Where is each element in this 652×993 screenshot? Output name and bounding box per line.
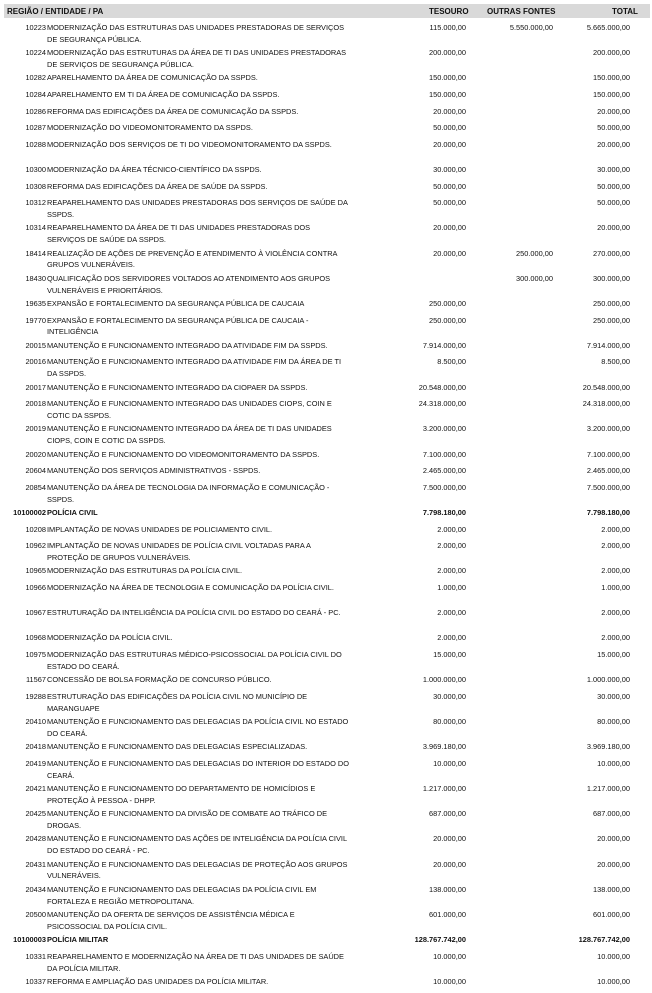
row-code: 10312 — [25, 198, 46, 208]
row-total: 1.217.000,00 — [586, 784, 630, 793]
row-description: MANUTENÇÃO E FUNCIONAMENTO DAS DELEGACIAS DA POLÍCIA CIVIL EM FORTALEZA E REGIÃO METROPOLITANA. — [47, 884, 317, 906]
row-code: 20434 — [25, 884, 46, 894]
row-tesouro: 20.000,00 — [433, 834, 466, 844]
row-tesouro: 50.000,00 — [433, 198, 466, 208]
row-tesouro: 20.000,00 — [433, 223, 466, 233]
row-tesouro: 20.000,00 — [433, 139, 466, 149]
row-total: 2.000,00 — [601, 524, 630, 534]
row-description: MANUTENÇÃO E FUNCIONAMENTO DA DIVISÃO DE COMBATE AO TRÁFICO DE DROGAS. — [47, 809, 328, 830]
row-tesouro: 687.000,00 — [429, 809, 466, 819]
row-total: 2.465.000,00 — [586, 466, 630, 476]
row-tesouro: 2.000,00 — [437, 524, 466, 534]
row-tesouro: 128.767.742,00 — [414, 935, 466, 945]
row-total: 138.000,00 — [593, 884, 630, 894]
row-code: 18430 — [25, 273, 46, 283]
row-code: 20016 — [25, 357, 46, 367]
row-tesouro: 30.000,00 — [433, 165, 466, 174]
row-code: 20017 — [25, 382, 46, 392]
row-description: MODERNIZAÇÃO DAS ESTRUTURAS DA ÁREA DE TI DAS UNIDADES PRESTADORAS DE SERVIÇOS DE SEGURANÇA PÚBLICA. — [47, 48, 347, 69]
row-description: REAPARELHAMENTO E MODERNIZAÇÃO NA ÁREA DE TI DAS UNIDADES DE SAÚDE DA POLÍCIA MILITAR. — [47, 951, 344, 973]
row-tesouro: 7.100.000,00 — [422, 449, 466, 459]
row-tesouro: 2.000,00 — [437, 608, 466, 618]
row-code: 20431 — [25, 859, 46, 869]
header-total: TOTAL — [612, 7, 638, 16]
row-total: 20.000,00 — [597, 139, 630, 149]
row-total: 7.100.000,00 — [586, 449, 630, 459]
row-description: MODERNIZAÇÃO DAS ESTRUTURAS DAS UNIDADES PRESTADORAS DE SERVIÇOS DE SEGURANÇA PÚBLICA. — [47, 23, 345, 44]
row-description: APARELHAMENTO EM TI DA ÁREA DE COMUNICAÇÃO DA SSPDS. — [47, 90, 280, 99]
row-tesouro: 1.000.000,00 — [422, 675, 466, 685]
row-total: 200.000,00 — [593, 48, 630, 58]
row-description: REAPARELHAMENTO DA ÁREA DE TI DAS UNIDADES PRESTADORAS DOS SERVIÇOS DE SAÚDE DA SSPDS. — [47, 223, 311, 245]
row-code: 10967 — [25, 608, 46, 618]
row-description: REFORMA E AMPLIAÇÃO DAS UNIDADES DA POLÍCIA MILITAR. — [47, 977, 269, 986]
row-total: 150.000,00 — [593, 90, 630, 99]
row-code: 10314 — [25, 223, 46, 233]
row-total: 24.318.000,00 — [582, 399, 630, 409]
row-code: 20854 — [25, 482, 46, 492]
row-description: IMPLANTAÇÃO DE NOVAS UNIDADES DE POLÍCIA CIVIL VOLTADAS PARA A PROTEÇÃO DE GRUPOS VULNERÁVEIS. — [47, 541, 311, 562]
row-code: 20418 — [25, 742, 46, 752]
row-code: 10308 — [25, 181, 46, 191]
row-code: 10331 — [25, 951, 46, 961]
row-tesouro: 200.000,00 — [429, 48, 466, 58]
row-code: 10287 — [25, 123, 46, 133]
row-total: 20.000,00 — [597, 106, 630, 116]
row-description: MANUTENÇÃO E FUNCIONAMENTO DAS DELEGACIAS DE PROTEÇÃO AOS GRUPOS VULNERÁVEIS. — [47, 859, 348, 881]
row-tesouro: 150.000,00 — [429, 73, 466, 83]
row-code: 20015 — [25, 340, 46, 350]
row-description: MANUTENÇÃO DOS SERVIÇOS ADMINISTRATIVOS - SSPDS. — [47, 466, 261, 476]
row-code: 10284 — [25, 90, 46, 99]
row-tesouro: 2.000,00 — [437, 541, 466, 551]
row-description: MANUTENÇÃO DA ÁREA DE TECNOLOGIA DA INFORMAÇÃO E COMUNICAÇÃO - SSPDS. — [47, 482, 330, 504]
row-description: MANUTENÇÃO E FUNCIONAMENTO INTEGRADO DA CIOPAER DA SSPDS. — [47, 382, 308, 392]
row-total: 150.000,00 — [593, 73, 630, 83]
row-tesouro: 2.000,00 — [437, 633, 466, 643]
row-description: MODERNIZAÇÃO DA POLÍCIA CIVIL. — [47, 633, 173, 643]
row-total: 250.000,00 — [593, 299, 630, 308]
row-total: 2.000,00 — [601, 608, 630, 618]
row-total: 128.767.742,00 — [578, 935, 630, 945]
row-total: 1.000.000,00 — [586, 675, 630, 685]
row-description: MODERNIZAÇÃO DAS ESTRUTURAS MÉDICO-PSICOSSOCIAL DA POLÍCIA CIVIL DO ESTADO DO CEARÁ. — [47, 650, 342, 671]
row-total: 50.000,00 — [597, 198, 630, 208]
row-code: 20020 — [25, 449, 46, 459]
row-description: MANUTENÇÃO E FUNCIONAMENTO DO DEPARTAMENTO DE HOMICÍDIOS E PROTEÇÃO À PESSOA - DHPP. — [47, 784, 316, 805]
row-description: MODERNIZAÇÃO DA ÁREA TÉCNICO-CIENTÍFICO DA SSPDS. — [47, 165, 262, 174]
row-total: 10.000,00 — [597, 758, 630, 768]
header-regiao: REGIÃO / ENTIDADE / PA — [7, 7, 104, 16]
row-code: 19770 — [25, 315, 46, 325]
row-outras-fontes: 300.000,00 — [516, 273, 553, 283]
row-description: ESTRUTURAÇÃO DA INTELIGÊNCIA DA POLÍCIA CIVIL DO ESTADO DO CEARÁ - PC. — [47, 608, 341, 618]
row-tesouro: 7.798.180,00 — [422, 508, 466, 517]
row-description: MANUTENÇÃO E FUNCIONAMENTO INTEGRADO DA ATIVIDADE FIM DA ÁREA DE TI DA SSPDS. — [47, 357, 342, 379]
row-total: 20.000,00 — [597, 859, 630, 869]
row-total: 1.000,00 — [601, 583, 630, 592]
row-code: 10208 — [25, 524, 46, 534]
row-tesouro: 3.969.180,00 — [422, 742, 466, 752]
header-tesouro: TESOURO — [429, 7, 469, 16]
row-total: 3.969.180,00 — [586, 742, 630, 752]
row-total: 7.914.000,00 — [586, 340, 630, 350]
row-code: 20604 — [25, 466, 46, 476]
row-total: 250.000,00 — [593, 315, 630, 325]
row-description: EXPANSÃO E FORTALECIMENTO DA SEGURANÇA PÚBLICA DE CAUCAIA - INTELIGÊNCIA — [47, 315, 309, 337]
row-code: 10100002 — [13, 508, 46, 517]
row-tesouro: 1.000,00 — [437, 583, 466, 592]
row-code: 20019 — [25, 424, 46, 434]
row-outras-fontes: 5.550.000,00 — [509, 23, 553, 32]
row-description: MODERNIZAÇÃO DO VIDEOMONITORAMENTO DA SSPDS. — [47, 123, 253, 133]
row-code: 10223 — [25, 23, 46, 32]
row-tesouro: 24.318.000,00 — [418, 399, 466, 409]
row-description: MANUTENÇÃO E FUNCIONAMENTO INTEGRADO DA ATIVIDADE FIM DA SSPDS. — [47, 340, 328, 350]
row-code: 19635 — [25, 299, 46, 308]
row-description: MODERNIZAÇÃO DOS SERVIÇOS DE TI DO VIDEOMONITORAMENTO DA SSPDS. — [47, 139, 332, 149]
row-code: 20428 — [25, 834, 46, 844]
row-description: MANUTENÇÃO DA OFERTA DE SERVIÇOS DE ASSISTÊNCIA MÉDICA E PSICOSSOCIAL DA POLÍCIA CIVIL. — [47, 910, 295, 931]
row-code: 10282 — [25, 73, 46, 83]
row-total: 2.000,00 — [601, 566, 630, 576]
row-tesouro: 2.465.000,00 — [422, 466, 466, 476]
row-code: 18414 — [25, 248, 46, 258]
row-description: POLÍCIA CIVIL — [47, 508, 98, 517]
row-description: ESTRUTURAÇÃO DAS EDIFICAÇÕES DA POLÍCIA CIVIL NO MUNICÍPIO DE MARANGUAPE — [47, 691, 308, 713]
row-code: 20410 — [25, 717, 46, 726]
row-description: EXPANSÃO E FORTALECIMENTO DA SEGURANÇA PÚBLICA DE CAUCAIA — [47, 299, 305, 308]
row-tesouro: 7.500.000,00 — [422, 482, 466, 492]
header-outras-fontes: OUTRAS FONTES — [487, 7, 556, 16]
row-total: 7.798.180,00 — [586, 508, 630, 517]
row-tesouro: 50.000,00 — [433, 123, 466, 133]
row-description: REFORMA DAS EDIFICAÇÕES DA ÁREA DE SAÚDE DA SSPDS. — [47, 181, 268, 191]
row-tesouro: 20.000,00 — [433, 859, 466, 869]
row-description: MODERNIZAÇÃO DAS ESTRUTURAS DA POLÍCIA CIVIL. — [47, 566, 243, 576]
row-tesouro: 2.000,00 — [437, 566, 466, 576]
table-header — [4, 4, 650, 18]
row-tesouro: 7.914.000,00 — [422, 340, 466, 350]
row-total: 10.000,00 — [597, 977, 630, 986]
row-description: MANUTENÇÃO E FUNCIONAMENTO INTEGRADO DA ÁREA DE TI DAS UNIDADES CIOPS, COIN E COTIC DA SSPDS. — [47, 424, 332, 446]
row-code: 20421 — [25, 784, 46, 793]
row-outras-fontes: 250.000,00 — [516, 248, 553, 258]
row-total: 5.665.000,00 — [586, 23, 630, 32]
row-description: IMPLANTAÇÃO DE NOVAS UNIDADES DE POLICIAMENTO CIVIL. — [47, 524, 273, 534]
row-tesouro: 3.200.000,00 — [422, 424, 466, 434]
row-tesouro: 30.000,00 — [433, 691, 466, 701]
row-code: 10968 — [25, 633, 46, 643]
row-tesouro: 10.000,00 — [433, 758, 466, 768]
row-code: 10962 — [25, 541, 46, 551]
row-description: MANUTENÇÃO E FUNCIONAMENTO DO VIDEOMONITORAMENTO DA SSPDS. — [47, 449, 320, 459]
row-description: APARELHAMENTO DA ÁREA DE COMUNICAÇÃO DA SSPDS. — [47, 73, 258, 83]
row-description: REAPARELHAMENTO DAS UNIDADES PRESTADORAS DOS SERVIÇOS DE SAÚDE DA SSPDS. — [47, 198, 348, 219]
row-total: 3.200.000,00 — [586, 424, 630, 434]
row-code: 10224 — [25, 48, 46, 58]
row-tesouro: 138.000,00 — [429, 884, 466, 894]
row-total: 20.000,00 — [597, 223, 630, 233]
row-total: 20.000,00 — [597, 834, 630, 844]
row-code: 20500 — [25, 910, 46, 919]
row-total: 30.000,00 — [597, 165, 630, 174]
row-total: 10.000,00 — [597, 951, 630, 961]
row-tesouro: 1.217.000,00 — [422, 784, 466, 793]
row-total: 80.000,00 — [597, 717, 630, 726]
row-code: 19288 — [25, 691, 46, 701]
row-description: MANUTENÇÃO E FUNCIONAMENTO DAS DELEGACIAS ESPECIALIZADAS. — [47, 742, 308, 752]
row-description: REFORMA DAS EDIFICAÇÕES DA ÁREA DE COMUNICAÇÃO DA SSPDS. — [47, 106, 299, 116]
row-description: MANUTENÇÃO E FUNCIONAMENTO DAS AÇÕES DE INTELIGÊNCIA DA POLÍCIA CIVIL DO ESTADO DO CEARÁ - PC. — [47, 834, 347, 856]
row-code: 20425 — [25, 809, 46, 819]
row-total: 50.000,00 — [597, 123, 630, 133]
row-tesouro: 250.000,00 — [429, 315, 466, 325]
row-tesouro: 8.500,00 — [437, 357, 466, 367]
row-description: MODERNIZAÇÃO NA ÁREA DE TECNOLOGIA E COMUNICAÇÃO DA POLÍCIA CIVIL. — [47, 583, 334, 592]
row-code: 10975 — [25, 650, 46, 659]
row-code: 10286 — [25, 106, 46, 116]
row-total: 30.000,00 — [597, 691, 630, 701]
row-tesouro: 150.000,00 — [429, 90, 466, 99]
row-tesouro: 115.000,00 — [429, 23, 466, 32]
row-tesouro: 20.000,00 — [433, 106, 466, 116]
row-code: 20419 — [25, 758, 46, 768]
row-tesouro: 20.000,00 — [433, 248, 466, 258]
row-tesouro: 15.000,00 — [433, 650, 466, 659]
row-code: 10288 — [25, 139, 46, 149]
row-total: 2.000,00 — [601, 541, 630, 551]
row-description: POLÍCIA MILITAR — [47, 935, 109, 945]
row-description: REALIZAÇÃO DE AÇÕES DE PREVENÇÃO E ATENDIMENTO À VIOLÊNCIA CONTRA GRUPOS VULNERÁVEIS. — [47, 248, 338, 270]
row-code: 10337 — [25, 977, 46, 986]
row-total: 20.548.000,00 — [582, 382, 630, 392]
row-tesouro: 50.000,00 — [433, 181, 466, 191]
row-tesouro: 80.000,00 — [433, 717, 466, 726]
row-total: 8.500,00 — [601, 357, 630, 367]
row-total: 300.000,00 — [593, 273, 630, 283]
row-tesouro: 10.000,00 — [433, 977, 466, 986]
row-tesouro: 20.548.000,00 — [418, 382, 466, 392]
row-code: 10100003 — [13, 935, 46, 945]
row-tesouro: 10.000,00 — [433, 951, 466, 961]
row-total: 2.000,00 — [601, 633, 630, 643]
row-tesouro: 250.000,00 — [429, 299, 466, 308]
row-code: 10300 — [25, 165, 46, 174]
row-description: MANUTENÇÃO E FUNCIONAMENTO INTEGRADO DAS UNIDADES CIOPS, COIN E COTIC DA SSPDS. — [47, 399, 332, 420]
row-total: 270.000,00 — [593, 248, 630, 258]
row-description: QUALIFICAÇÃO DOS SERVIDORES VOLTADOS AO ATENDIMENTO AOS GRUPOS VULNERÁVEIS E PRIORITÁRIOS. — [47, 273, 331, 295]
row-total: 50.000,00 — [597, 181, 630, 191]
row-description: MANUTENÇÃO E FUNCIONAMENTO DAS DELEGACIAS DA POLÍCIA CIVIL NO ESTADO DO CEARÁ. — [47, 717, 349, 738]
row-total: 7.500.000,00 — [586, 482, 630, 492]
row-code: 10966 — [25, 583, 46, 592]
row-total: 15.000,00 — [597, 650, 630, 659]
row-description: MANUTENÇÃO E FUNCIONAMENTO DAS DELEGACIAS DO INTERIOR DO ESTADO DO CEARÁ. — [47, 758, 349, 780]
row-code: 20018 — [25, 399, 46, 409]
row-tesouro: 601.000,00 — [429, 910, 466, 919]
row-code: 11567 — [25, 675, 46, 685]
row-total: 601.000,00 — [593, 910, 630, 919]
row-code: 10965 — [25, 566, 46, 576]
row-description: CONCESSÃO DE BOLSA FORMAÇÃO DE CONCURSO PÚBLICO. — [47, 675, 272, 685]
row-total: 687.000,00 — [593, 809, 630, 819]
